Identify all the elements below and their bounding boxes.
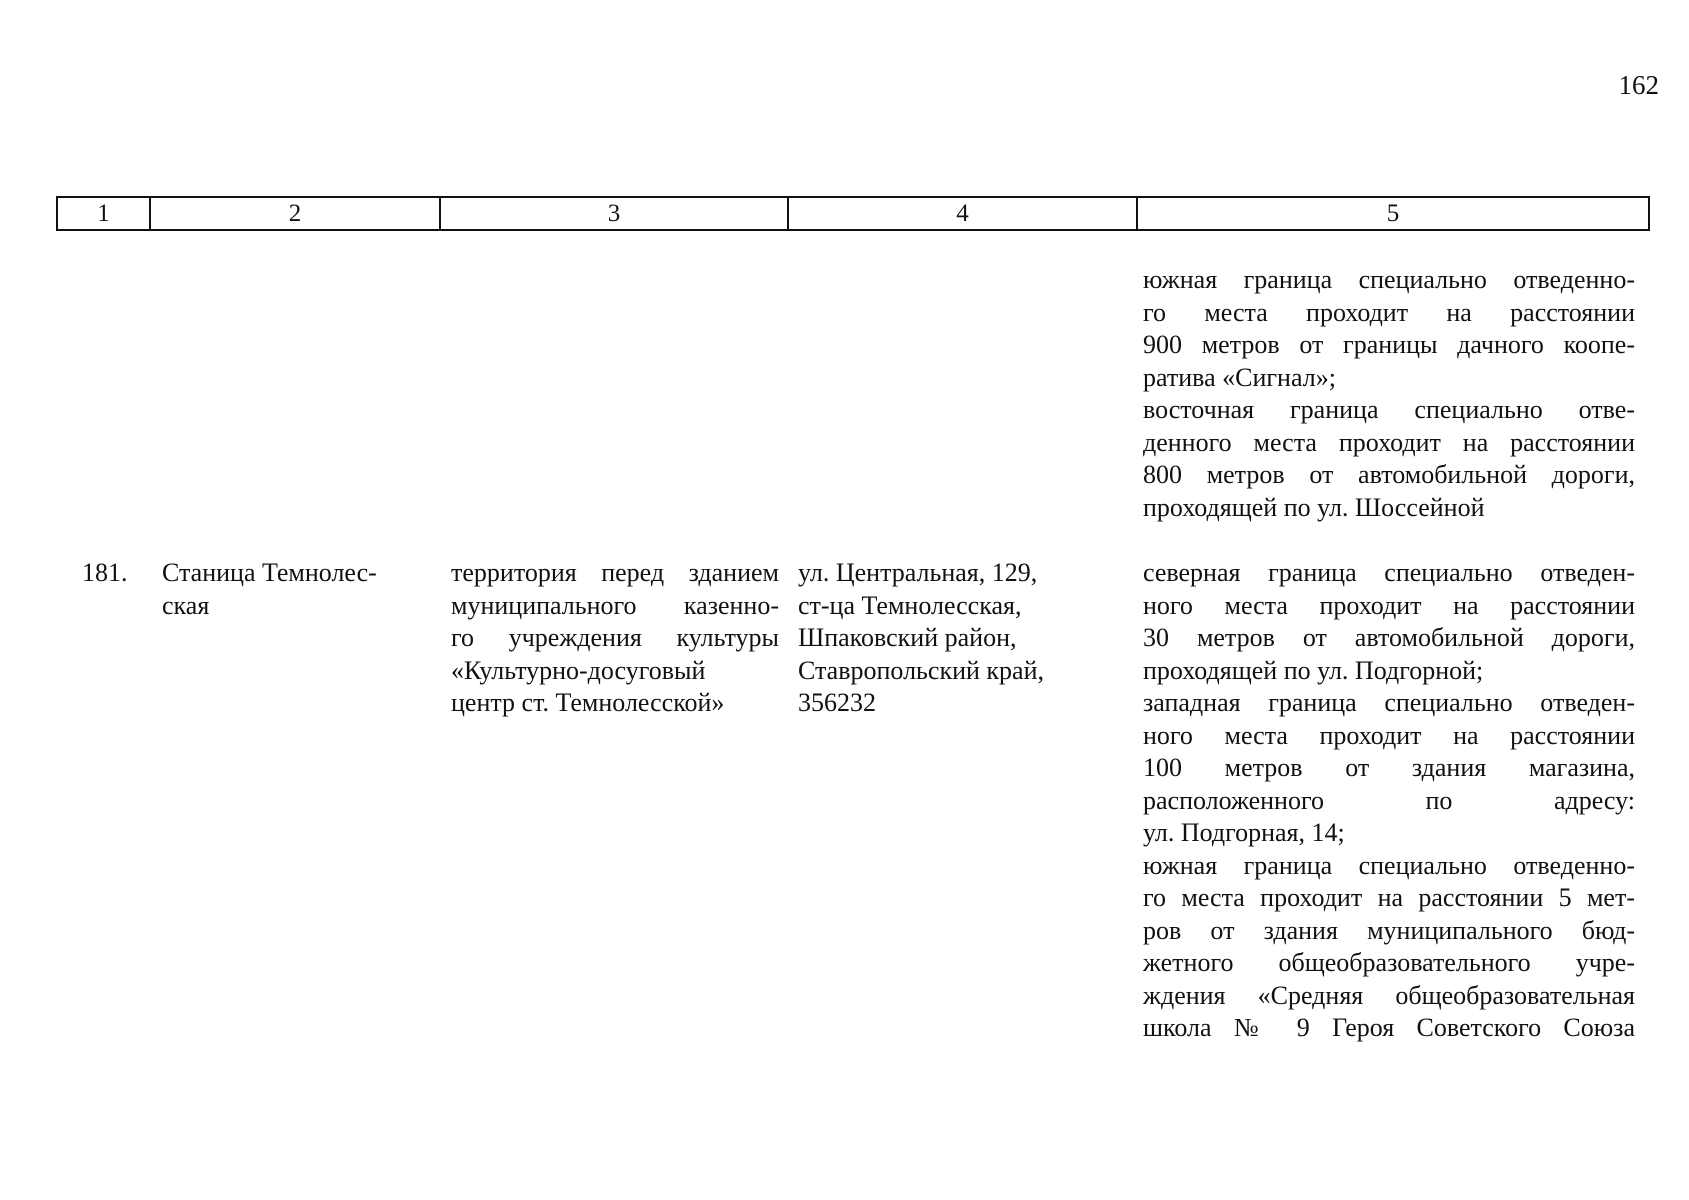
text-line: го учреждения культуры bbox=[451, 623, 779, 652]
text-line: южная граница специально отведенно- bbox=[1143, 265, 1635, 294]
column-header-5: 5 bbox=[1136, 198, 1648, 229]
text-line: 100 метров от здания магазина, bbox=[1143, 753, 1635, 782]
text-line: жетного общеобразовательного учре- bbox=[1143, 948, 1635, 977]
text-line: проходящей по ул. Шоссейной bbox=[1143, 492, 1485, 522]
text-line: ного места проходит на расстоянии bbox=[1143, 720, 1635, 750]
address bbox=[798, 557, 1128, 720]
previous-row-boundary-text bbox=[1143, 264, 1635, 524]
text-line: школа № 9 Героя Советского Союза bbox=[1143, 1013, 1635, 1042]
text-line: ратива «Сигнал»; bbox=[1143, 362, 1336, 392]
page-number: 162 bbox=[1618, 70, 1659, 100]
text-line: ждения «Средняя общеобразовательная bbox=[1143, 980, 1635, 1010]
text-line: 356232 bbox=[798, 688, 876, 717]
text-line: го места проходит на расстоянии 5 мет- bbox=[1143, 883, 1635, 912]
text-line: территория перед зданием bbox=[451, 558, 779, 587]
column-header-1: 1 bbox=[97, 199, 110, 227]
text-line: Станица Темнолес- bbox=[162, 558, 377, 587]
column-header-2: 2 bbox=[149, 198, 439, 229]
text-line: го места проходит на расстоянии bbox=[1143, 297, 1635, 327]
text-line: восточная граница специально отве- bbox=[1143, 395, 1635, 424]
text-line: 800 метров от автомобильной дороги, bbox=[1143, 460, 1635, 489]
text-line: Шпаковский район, bbox=[798, 623, 1017, 652]
column-header-3: 3 bbox=[439, 198, 787, 229]
location-description bbox=[451, 557, 779, 720]
text-line: денного места проходит на расстоянии bbox=[1143, 427, 1635, 457]
table-header-row bbox=[56, 196, 1650, 231]
settlement-name bbox=[162, 557, 402, 622]
text-line: западная граница специально отведен- bbox=[1143, 688, 1635, 717]
row-number: 181. bbox=[82, 558, 128, 587]
column-header-4: 4 bbox=[787, 198, 1136, 229]
text-line: ного места проходит на расстоянии bbox=[1143, 590, 1635, 620]
text-line: 900 метров от границы дачного коопе- bbox=[1143, 330, 1635, 359]
text-line: центр ст. Темнолесской» bbox=[451, 688, 725, 717]
text-line: расположенного по адресу: bbox=[1143, 785, 1635, 815]
text-line: северная граница специально отведен- bbox=[1143, 558, 1635, 587]
text-line: ров от здания муниципального бюд- bbox=[1143, 915, 1635, 945]
text-line: проходящей по ул. Подгорной; bbox=[1143, 655, 1484, 685]
text-line: южная граница специально отведенно- bbox=[1143, 850, 1635, 880]
text-line: ст-ца Темнолесская, bbox=[798, 590, 1022, 620]
text-line: ская bbox=[162, 590, 210, 620]
text-line: муниципального казенно- bbox=[451, 590, 779, 620]
text-line: Ставропольский край, bbox=[798, 655, 1044, 685]
text-line: «Культурно-досуговый bbox=[451, 655, 706, 685]
text-line: ул. Центральная, 129, bbox=[798, 558, 1038, 587]
boundary-description bbox=[1143, 557, 1635, 1045]
text-line: 30 метров от автомобильной дороги, bbox=[1143, 623, 1635, 652]
text-line: ул. Подгорная, 14; bbox=[1143, 818, 1345, 847]
